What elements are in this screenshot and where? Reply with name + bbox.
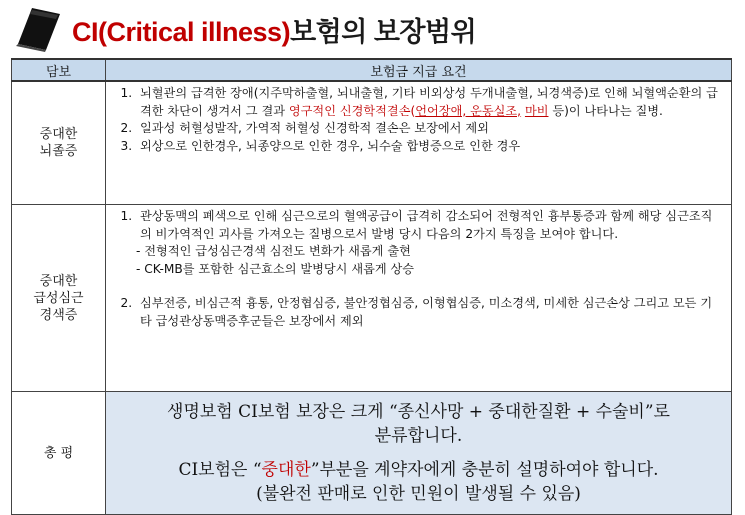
book-icon (14, 6, 62, 52)
requirements-mi (106, 205, 732, 392)
stroke-item1-underline: 언어장애, 운동실조, (415, 103, 522, 118)
page-title (72, 10, 476, 49)
stroke-item1-highlight: 영구적인 신경학적결손( (288, 103, 416, 118)
summary-line4: (불완전 판매로 인한 민원이 발생될 수 있음) (256, 484, 581, 504)
coverage-table (11, 58, 732, 515)
category-mi-line2: 급성심근 (33, 290, 84, 306)
list-item (136, 208, 723, 295)
header-requirements: 보험금 지급 요건 (106, 59, 732, 81)
table-row-mi (12, 205, 732, 392)
summary-line3-highlight: 중대한 (261, 460, 311, 480)
list-item: 3. 외상으로 인한경우, 뇌종양으로 인한 경우, 뇌수술 합병증으로 인한 경우 (136, 138, 723, 156)
header-category: 담보 (12, 59, 106, 81)
list-item: 2. 일과성 허혈성발작, 가역적 허혈성 신경학적 결손은 보장에서 제외 (136, 120, 723, 138)
spacer (106, 448, 731, 458)
summary-line1: 생명보험 CI보험 보장은 크게 “종신사망 + 중대한질환 + 수술비”로 (167, 402, 670, 422)
stroke-list (110, 85, 723, 155)
category-mi (12, 205, 106, 392)
category-stroke (12, 81, 106, 205)
category-mi-line3: 경색증 (39, 307, 78, 323)
table-header-row (12, 59, 732, 81)
stroke-item1-text: 뇌혈관의 급격한 장애(지주막하출혈, 뇌내출혈, 기타 비외상성 두개내출혈, 뇌경색증)로 인해 뇌혈액순환의 급격한 차단이 생겨서 그 결과 (140, 86, 718, 118)
category-summary: 총 평 (12, 392, 106, 515)
spacer (140, 278, 723, 295)
mi-sub-item: - 전형적인 급성심근경색 심전도 변화가 새롭게 출현 (136, 244, 411, 258)
list-item (136, 85, 723, 120)
stroke-item1-underline2: 마비 (524, 103, 549, 118)
table-row-stroke (12, 81, 732, 205)
summary-line3-a: CI보험은 “ (178, 460, 262, 480)
stroke-item1-end: 등)이 나타나는 질병. (548, 103, 663, 118)
mi-list (110, 208, 723, 330)
list-item: 2. 심부전증, 비심근적 흉통, 안정협심증, 불안정협심증, 이형협심증, 미소경색, 미세한 심근손상 그리고 모든 기타 급성관상동맥증후군들은 보장에서 제외 (136, 295, 723, 330)
category-mi-line1: 중대한 (39, 273, 78, 289)
summary-line3-b: ”부분을 계약자에게 충분히 설명하여야 합니다. (310, 460, 659, 480)
requirements-stroke (106, 81, 732, 205)
page-header (0, 0, 745, 56)
summary-cell (106, 392, 732, 515)
summary-line3 (106, 458, 731, 482)
mi-sub-item: - CK-MB를 포함한 심근효소의 발병당시 새롭게 상승 (136, 261, 415, 276)
summary-line2: 분류합니다. (374, 426, 463, 446)
mi-item1-text: 관상동맥의 폐색으로 인해 심근으로의 혈액공급이 급격히 감소되어 전형적인 흉부통증과 함께 해당 심근조직의 비가역적인 괴사를 가져오는 질병으로서 발병 당시 다음의 2가지 특징을 보여야 합니다. (140, 209, 713, 241)
category-stroke-line1: 중대한 (39, 127, 78, 142)
title-suffix: 보험의 보장범위 (290, 17, 477, 47)
title-prefix: CI(Critical illness) (72, 17, 291, 47)
table-row-summary (12, 392, 732, 515)
category-stroke-line2: 뇌졸증 (39, 144, 78, 159)
